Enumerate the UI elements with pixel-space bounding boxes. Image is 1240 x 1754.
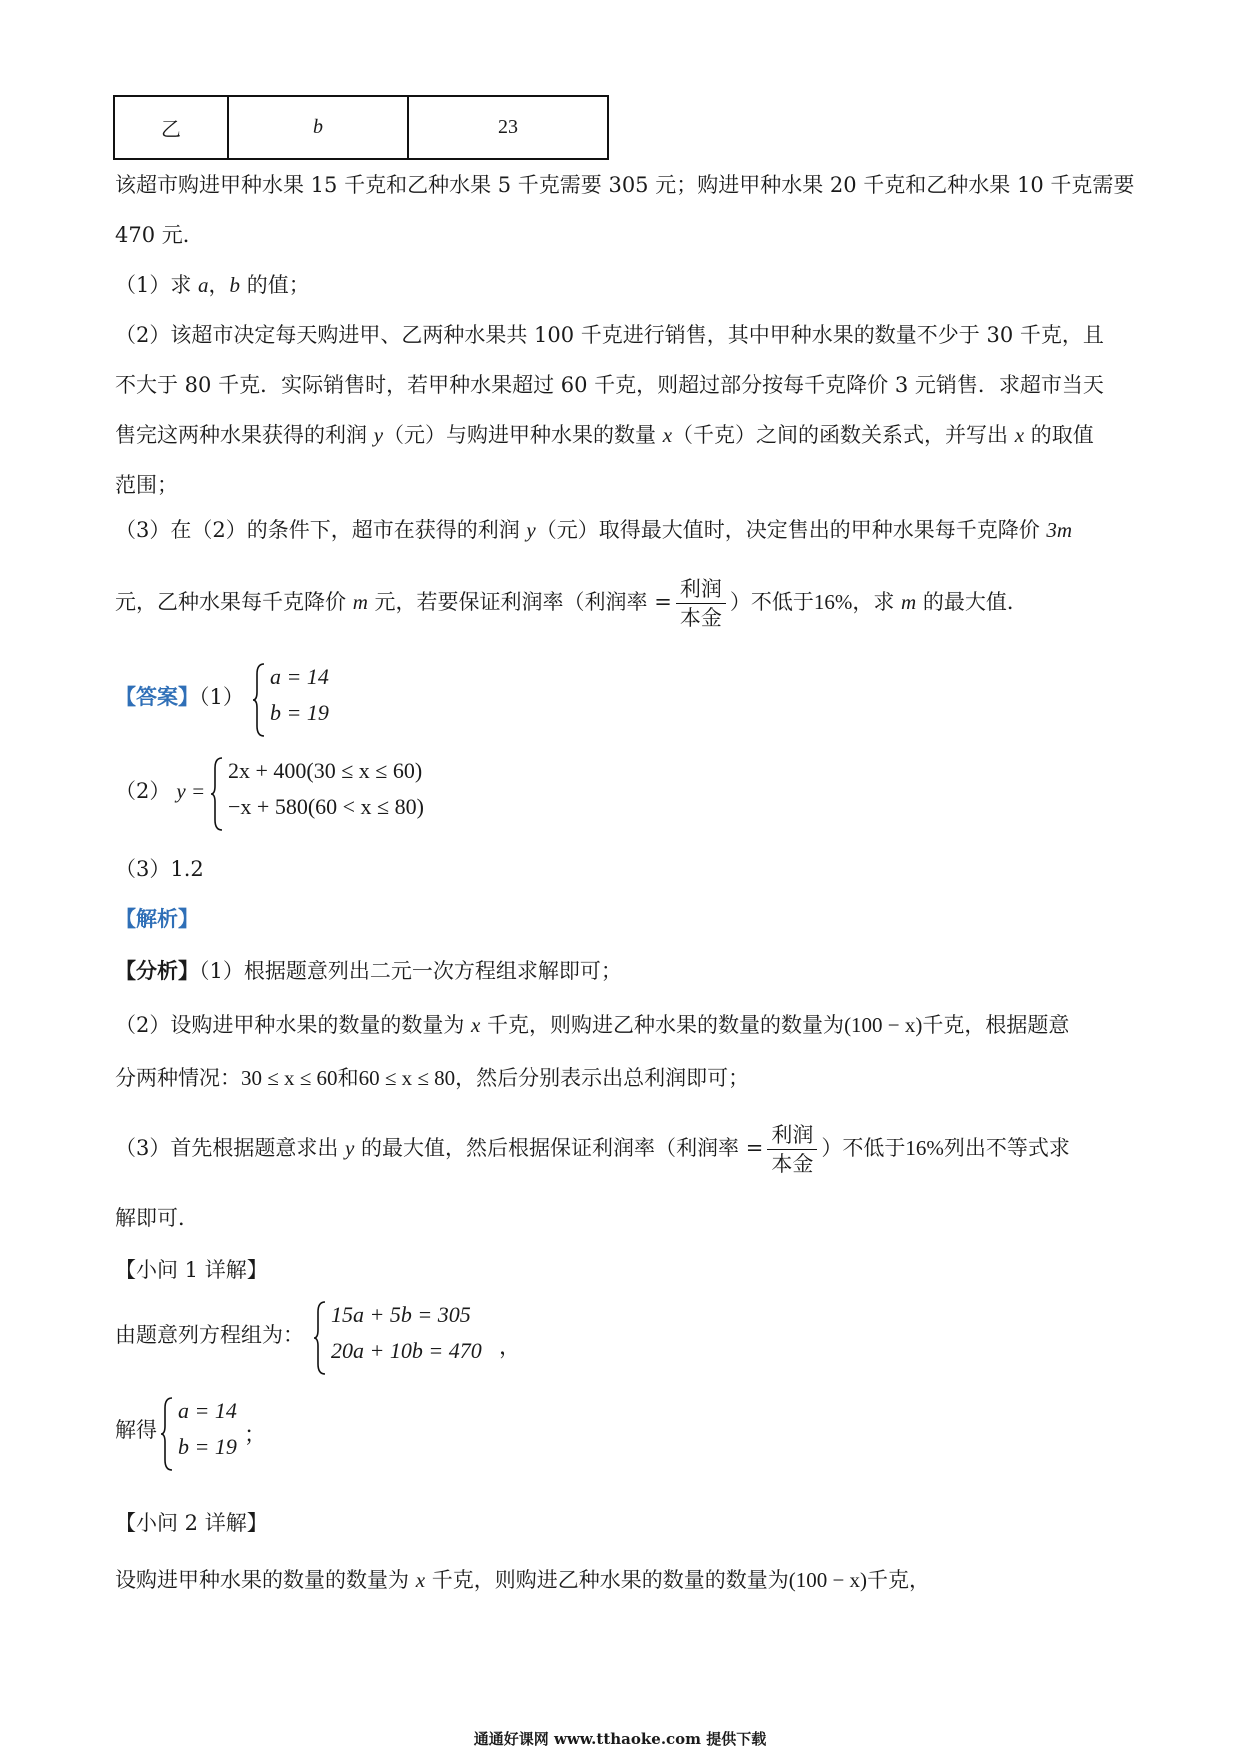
question-2-line-1: （2）该超市决定每天购进甲、乙两种水果共 100 千克进行销售，其中甲种水果的数量不少于 30 千克，且 <box>115 323 1104 347</box>
table-cell-price: b <box>228 96 408 159</box>
question-3-line-1: （3）在（2）的条件下，超市在获得的利润 y（元）取得最大值时，决定售出的甲种水果每千克降价 3m <box>115 518 1073 542</box>
answer-part-2: （2） y = <box>115 779 206 803</box>
fenxi-line-2: （2）设购进甲种水果的数量的数量为 x 千克，则购进乙种水果的数量的数量为(100 − x)千克，根据题意 <box>115 1013 1070 1037</box>
page-footer: 通通好课网 www.tthaoke.com 提供下载 <box>473 1730 767 1748</box>
analysis-label: 【解析】 <box>115 906 199 931</box>
price-table <box>113 95 609 160</box>
detail-1-label: 【小问 1 详解】 <box>115 1258 268 1282</box>
answer-part-1: 【答案】（1） <box>115 684 244 709</box>
intro-line-1: 该超市购进甲种水果 15 千克和乙种水果 5 千克需要 305 元；购进甲种水果 20 千克和乙种水果 10 千克需要 <box>115 173 1135 197</box>
fenxi-line-3: 分两种情况：30 ≤ x ≤ 60和60 ≤ x ≤ 80，然后分别表示出总利润即可； <box>115 1066 750 1090</box>
profit-rate-fraction: $\frac{\text{利润}}{\text{本金}}$ <box>767 1122 817 1177</box>
fenxi-line-5: 解即可． <box>115 1206 199 1230</box>
table-cell-sale: 23 <box>408 96 608 159</box>
brace-icon <box>160 1396 174 1472</box>
question-2-line-4: 范围； <box>115 473 178 497</box>
brace-icon <box>210 756 224 832</box>
intro-line-2: 470 元． <box>115 223 204 247</box>
question-3-line-2: 元，乙种水果每千克降价 m 元，若要保证利润率（利润率 = $\frac{\text{利润}}{\text{本金}}$ ）不低于16%，求 m 的最大值． <box>115 577 1028 630</box>
detail-2-label: 【小问 2 详解】 <box>115 1511 268 1535</box>
detail-2-text: 设购进甲种水果的数量的数量为 x 千克，则购进乙种水果的数量的数量为(100 − x)千克， <box>115 1568 931 1592</box>
question-2-line-2: 不大于 80 千克．实际销售时，若甲种水果超过 60 千克，则超过部分按每千克降价 3 元销售．求超市当天 <box>115 373 1104 397</box>
fenxi-line-1: 【分析】（1）根据题意列出二元一次方程组求解即可； <box>115 958 622 983</box>
table-row <box>114 96 608 159</box>
answer-part-3: （3）1.2 <box>115 857 204 881</box>
question-1: （1）求 a，b 的值； <box>115 273 310 297</box>
answer-2-piecewise: 2x + 400(30 ≤ x ≤ 60) −x + 580(60 < x ≤ 80) <box>210 756 470 836</box>
table-cell-fruit: 乙 <box>114 96 228 159</box>
brace-icon <box>313 1300 327 1376</box>
answer-1-system: a = 14 b = 19 <box>252 662 372 742</box>
answer-label: 【答案】 <box>115 684 199 709</box>
detail-1-solve: 解得 <box>115 1418 157 1442</box>
fenxi-line-4: （3）首先根据题意求出 y 的最大值，然后根据保证利润率（利润率 = $\frac{\text{利润}}{\text{本金}}$ ）不低于16%列出不等式求 <box>115 1123 1070 1176</box>
detail-1-solution-system: a = 14 b = 19 ； <box>160 1396 280 1476</box>
brace-icon <box>252 662 266 738</box>
detail-1-equation-system: 15a + 5b = 305 20a + 10b = 470 ， <box>313 1300 533 1380</box>
profit-rate-fraction: $\frac{\text{利润}}{\text{本金}}$ <box>676 576 726 631</box>
question-2-line-3: 售完这两种水果获得的利润 y（元）与购进甲种水果的数量 x（千克）之间的函数关系式，并写出 x 的取值 <box>115 423 1094 447</box>
detail-1-text: 由题意列方程组为： <box>115 1323 304 1347</box>
